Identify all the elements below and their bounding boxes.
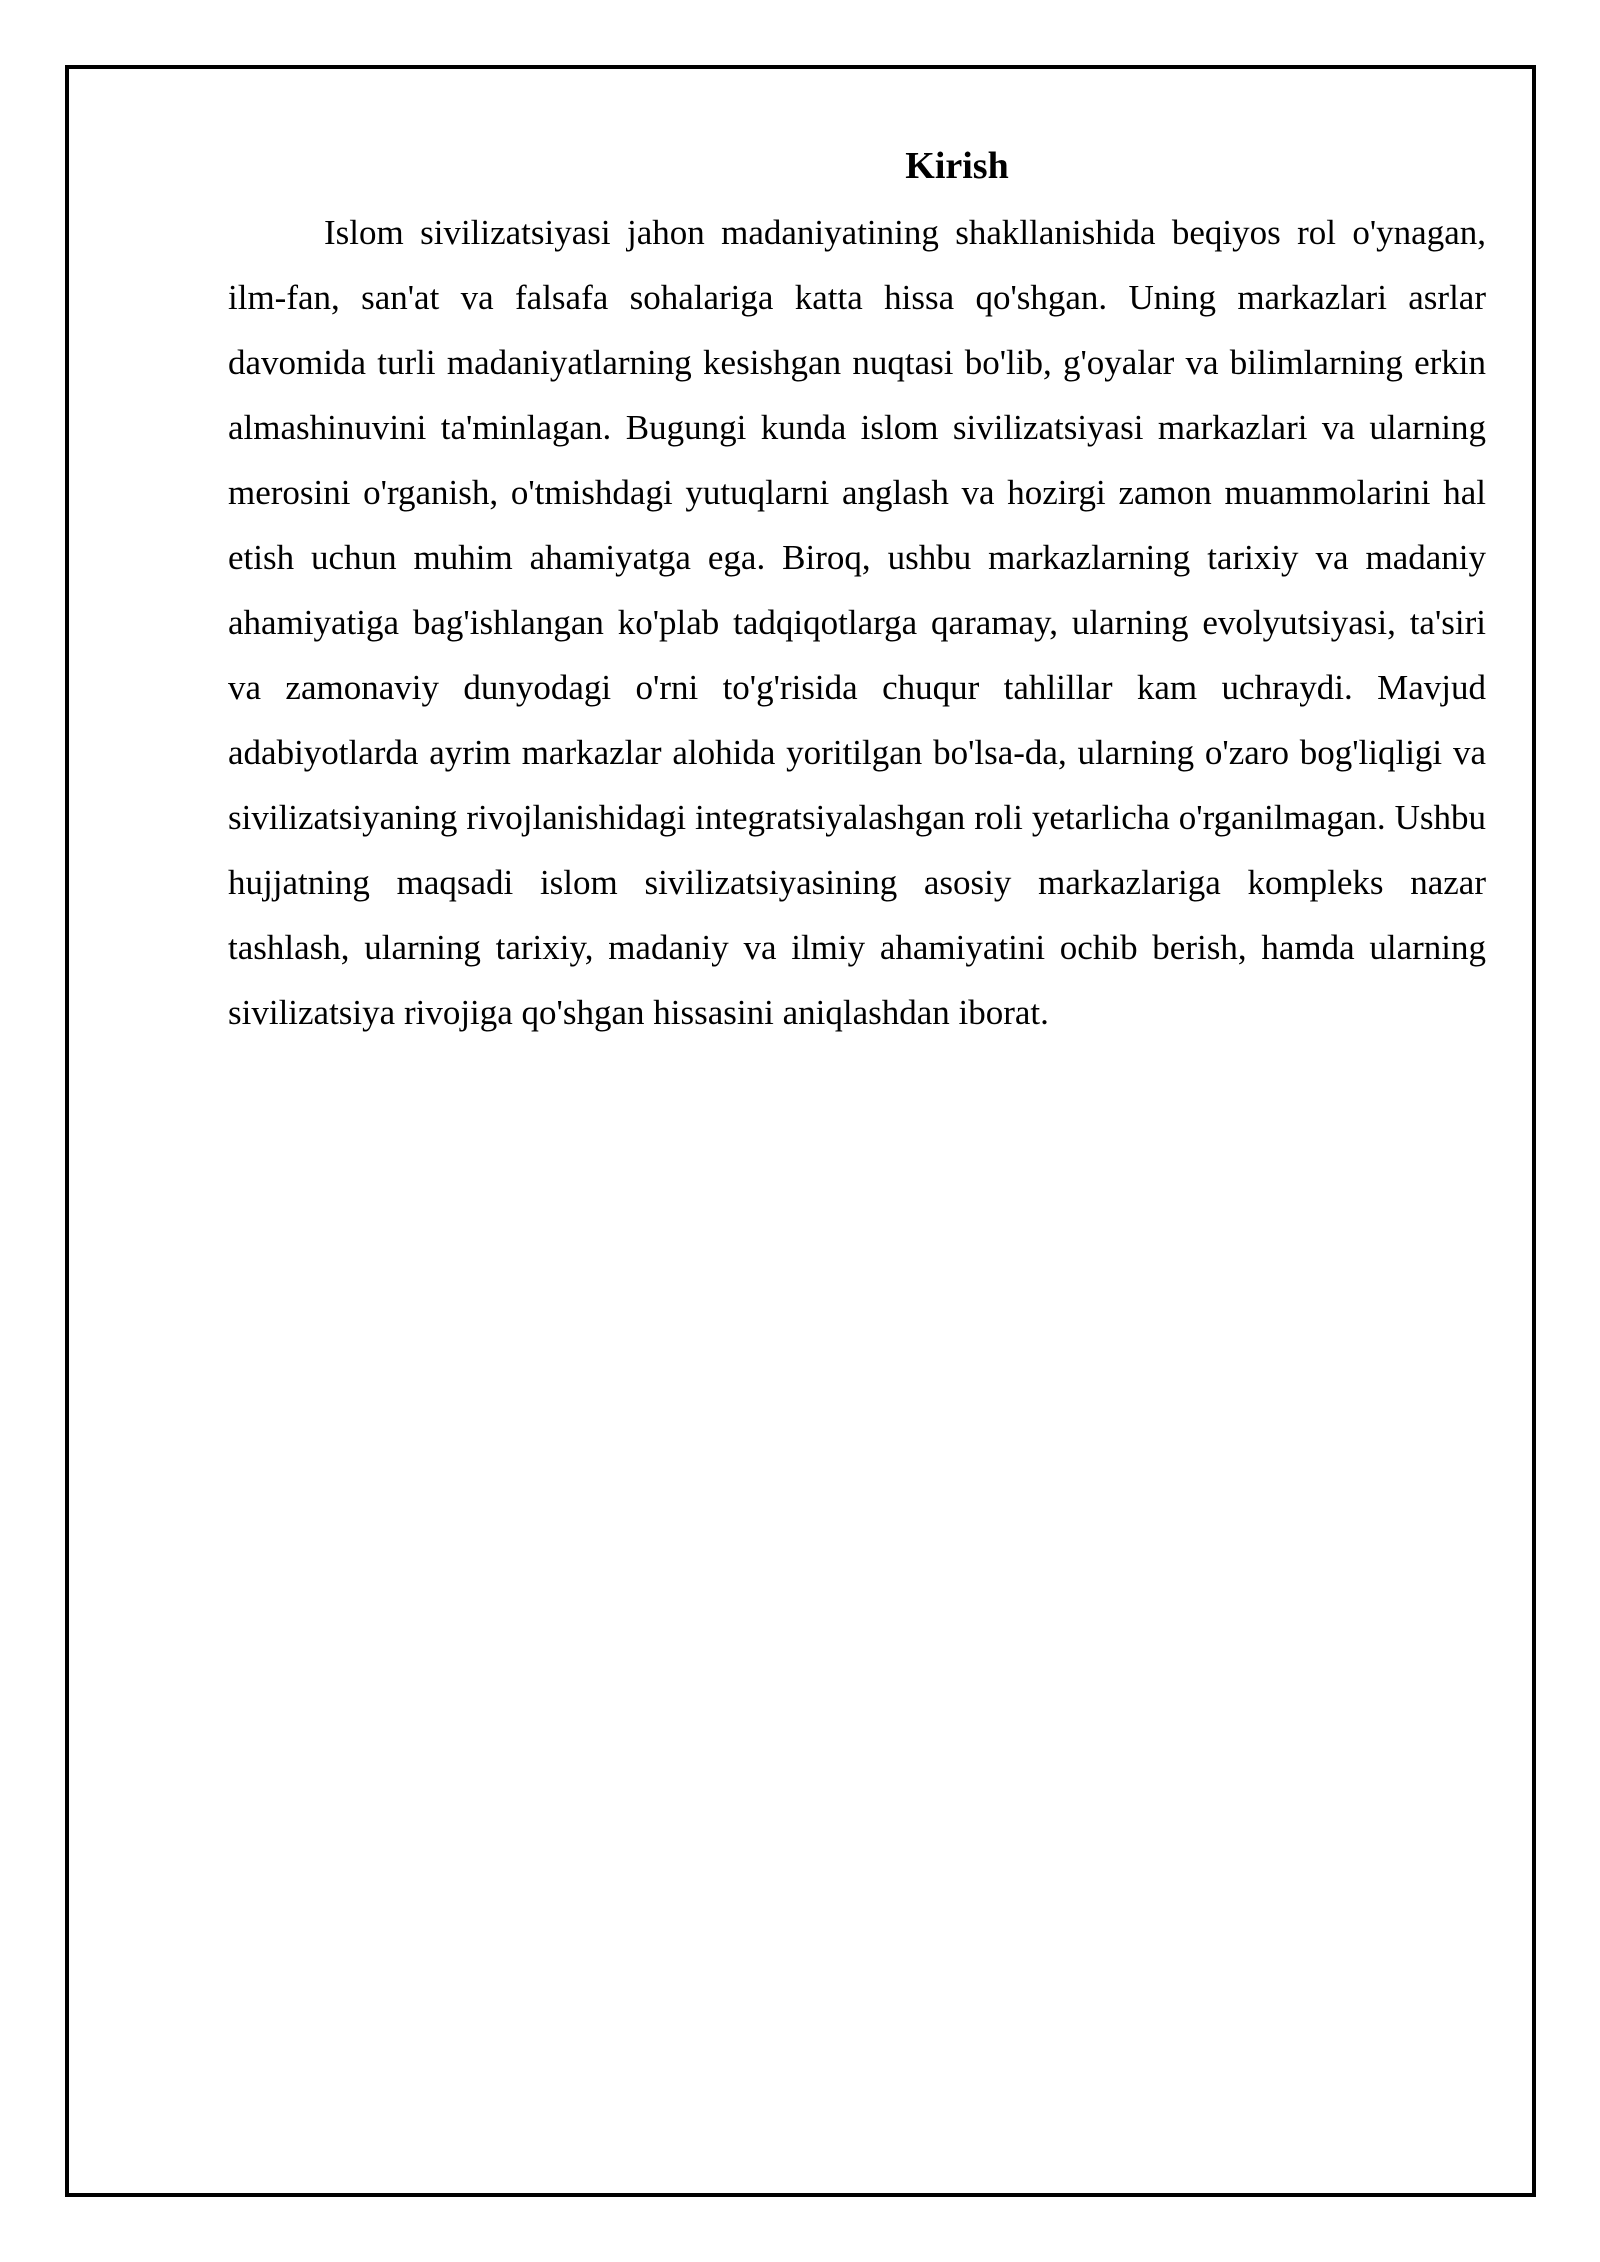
introduction-paragraph: Islom sivilizatsiyasi jahon madaniyatining shakllanishida beqiyos rol o'ynagan, ilm-fan, san'at va falsafa sohalariga katta hissa qo'shgan. Uning markazlari asrlar davomida turli madaniyatlarning kesishgan nuqtasi bo'lib, g'oyalar va bilimlarning erkin almashinuvini ta'minlagan. Bugungi kunda islom sivilizatsiyasi markazlari va ularning merosini o'rganish, o'tmishdagi yutuqlarni anglash va hozirgi zamon muammolarini hal etish uchun muhim ahamiyatga ega. Biroq, ushbu markazlarning tarixiy va madaniy ahamiyatiga bag'ishlangan ko'plab tadqiqotlarga qaramay, ularning evolyutsiyasi, ta'siri va zamonaviy dunyodagi o'rni to'g'risida chuqur tahlillar kam uchraydi. Mavjud adabiyotlarda ayrim markazlar alohida yoritilgan bo'lsa-da, ularning o'zaro bog'liqligi va sivilizatsiyaning rivojlanishidagi integratsiyalashgan roli yetarlicha o'rganilmagan. Ushbu hujjatning maqsadi islom sivilizatsiyasining asosiy markazlariga kompleks nazar tashlash, ularning tarixiy, madaniy va ilmiy ahamiyatini ochib berish, hamda ularning sivilizatsiya rivojiga qo'shgan hissasini aniqlashdan iborat. bbox=[228, 213, 1486, 1032]
document-content bbox=[228, 140, 1486, 1045]
section-title: Kirish bbox=[905, 145, 1009, 187]
